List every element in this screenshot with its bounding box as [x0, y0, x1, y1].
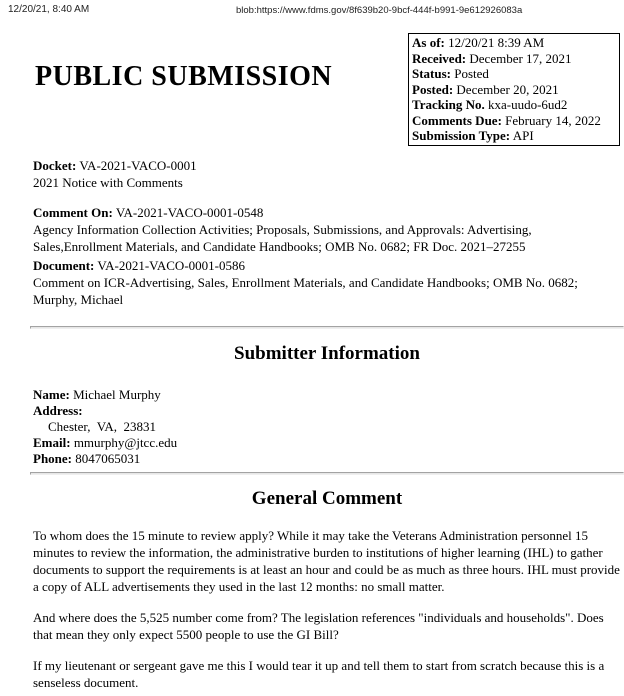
meta-label: Tracking No.	[412, 97, 485, 112]
submission-meta-box	[408, 33, 620, 146]
comment-on-section	[33, 204, 623, 255]
meta-value: February 14, 2022	[505, 112, 601, 128]
meta-row-received	[412, 51, 616, 67]
general-comment-heading: General Comment	[251, 488, 403, 509]
meta-value: December 17, 2021	[469, 50, 572, 66]
meta-row-submission-type	[412, 128, 616, 144]
meta-value: Posted	[454, 66, 489, 81]
document-label: Document:	[33, 258, 95, 273]
meta-row-posted	[412, 82, 616, 98]
print-header-url: blob:https://www.fdms.gov/8f639b20-9bcf-444f-b991-9e612926083a	[236, 5, 523, 16]
name-label: Name:	[33, 387, 70, 402]
meta-label: As of:	[412, 35, 445, 50]
name-value: Michael Murphy	[73, 387, 161, 402]
section-divider	[30, 326, 624, 329]
comment-on-description: Agency Information Collection Activities; Proposals, Submissions, and Approvals: Advertising, Sales,Enrollment Materials, and Candidate Handbooks; OMB No. 0682; FR Doc. 2021–27255	[33, 222, 532, 254]
meta-row-comments-due	[412, 113, 616, 129]
meta-row-tracking-no	[412, 97, 616, 113]
email-label: Email:	[33, 435, 71, 450]
submitter-information-heading: Submitter Information	[234, 343, 420, 364]
comment-paragraph: To whom does the 15 minute to review apply? While it may take the Veterans Administration personnel 15 minutes to review the information, the administrative burden to institutions of higher learning (IHL) to gather documents to support the requirements is at least an hour and could be as much as three hours. IHL must provide a copy of ALL advertisements they used in the last 12 months: no small matter.	[33, 528, 620, 594]
document-description: Comment on ICR-Advertising, Sales, Enrollment Materials, and Candidate Handbooks; OMB No. 0682; Murphy, Michael	[33, 275, 578, 307]
meta-label: Received:	[412, 50, 467, 66]
docket-description: 2021 Notice with Comments	[33, 175, 183, 190]
docket-line	[33, 157, 623, 174]
submitter-name-line	[33, 387, 623, 403]
docket-value: VA-2021-VACO-0001	[79, 158, 197, 173]
meta-label: Status:	[412, 66, 452, 81]
document-line	[33, 257, 623, 274]
meta-label: Comments Due:	[412, 112, 502, 128]
meta-value: 12/20/21 8:39 AM	[448, 35, 545, 50]
docket-section	[33, 157, 623, 191]
general-comment-body	[33, 527, 623, 691]
submitter-details	[33, 387, 623, 467]
submitter-phone-line	[33, 451, 623, 467]
docket-label: Docket:	[33, 158, 77, 173]
comment-paragraph: And where does the 5,525 number come from? The legislation references "individuals and households". Does that mean they only expect 5500 people to use the GI Bill?	[33, 610, 604, 642]
phone-value: 8047065031	[75, 451, 141, 466]
comment-on-line	[33, 204, 623, 221]
section-divider	[30, 472, 624, 475]
comment-on-value: VA-2021-VACO-0001-0548	[115, 205, 264, 220]
phone-label: Phone:	[33, 451, 72, 466]
document-value: VA-2021-VACO-0001-0586	[97, 258, 245, 273]
document-section	[33, 257, 623, 308]
print-header-datetime: 12/20/21, 8:40 AM	[8, 4, 90, 15]
comment-on-label: Comment On:	[33, 205, 113, 220]
meta-value: kxa-uudo-6ud2	[487, 97, 568, 112]
submitter-email-line	[33, 435, 623, 451]
comment-paragraph: If my lieutenant or sergeant gave me this I would tear it up and tell them to start from scratch because this is a senseless document.	[33, 658, 605, 690]
page-title: PUBLIC SUBMISSION	[35, 61, 333, 92]
meta-value: December 20, 2021	[456, 81, 559, 97]
meta-label: Posted:	[412, 81, 454, 97]
meta-value: API	[512, 128, 534, 143]
address-label: Address:	[33, 403, 83, 418]
meta-row-status	[412, 66, 616, 82]
address-value: Chester, VA, 23831	[48, 419, 157, 434]
email-value: mmurphy@jtcc.edu	[73, 435, 178, 450]
meta-row-as-of	[412, 35, 616, 51]
submitter-address-label-line	[33, 403, 623, 419]
meta-label: Submission Type:	[412, 128, 511, 143]
